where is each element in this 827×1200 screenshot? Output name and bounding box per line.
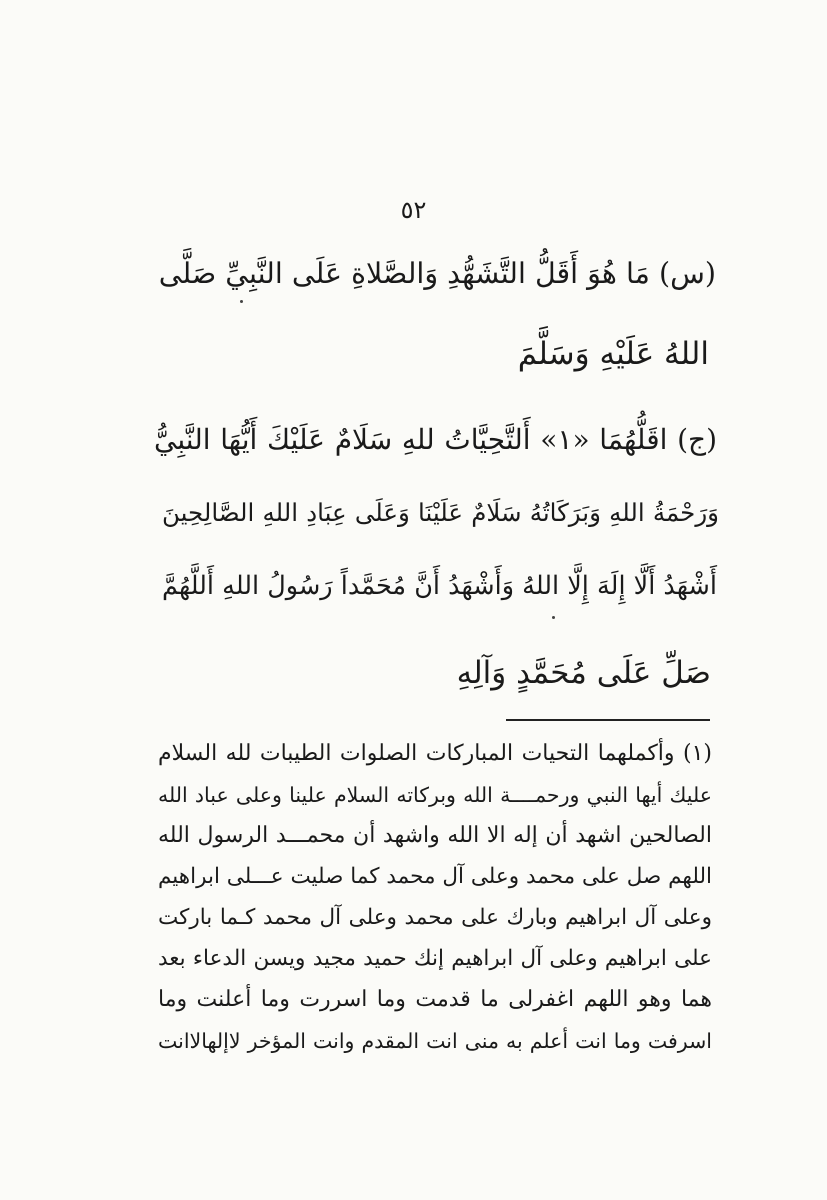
- footnote-line-1: (١) وأكملهما التحيات المباركات الصلوات الطيبات لله السلام: [158, 741, 712, 766]
- page-number: ٥٢: [400, 196, 427, 224]
- answer-line-1: (ج) اقَلُّهُمَا «١» أَلتَّحِيَّاتُ للهِ سَلَامٌ عَلَيْكَ أَيُّهَا النَّبِيُّ: [154, 423, 717, 456]
- question-line-2: اللهُ عَلَيْهِ وَسَلَّمَ: [517, 336, 709, 372]
- answer-line-2: وَرَحْمَةُ اللهِ وَبَرَكَاتُهُ سَلَامٌ عَلَيْنَا وَعَلَى عِبَادِ اللهِ الصَّالِحِينَ: [162, 498, 719, 527]
- ink-speck: [552, 616, 555, 619]
- footnote-line-5: وعلى آل ابراهيم وبارك على محمد وعلى آل محمد كـما باركت: [158, 905, 712, 930]
- answer-line-4: صَلِّ عَلَى مُحَمَّدٍ وَآلِهِ: [456, 655, 711, 691]
- footnote-line-2: عليك أيها النبي ورحمــــة الله وبركاته السلام علينا وعلى عباد الله: [158, 783, 712, 807]
- footnote-line-6: على ابراهيم وعلى آل ابراهيم إنك حميد مجيد ويسن الدعاء بعد: [158, 946, 712, 971]
- answer-line-3: أَشْهَدُ أَلَّا إِلَهَ إِلَّا اللهُ وَأَشْهَدُ أَنَّ مُحَمَّداً رَسُولُ اللهِ أَللَّهُمَّ: [162, 571, 717, 601]
- question-line-1: (س) مَا هُوَ أَقَلُّ التَّشَهُّدِ وَالصَّلاةِ عَلَى النَّبِيِّ صَلَّى: [158, 257, 716, 290]
- footnote-line-4: اللهم صل على محمد وعلى آل محمد كما صليت عـــلى ابراهيم: [158, 864, 712, 889]
- ink-speck: [240, 300, 243, 303]
- footnote-separator: [506, 719, 710, 721]
- footnote-line-8: اسرفت وما انت أعلم به منى انت المقدم وانت المؤخر لاإلهالاانت: [158, 1029, 712, 1053]
- footnote-line-3: الصالحين اشهد أن إله الا الله واشهد أن محمـــد الرسول الله: [158, 823, 712, 848]
- footnote-line-7: هما وهو اللهم اغفرلى ما قدمت وما اسررت وما أعلنت وما: [158, 987, 712, 1012]
